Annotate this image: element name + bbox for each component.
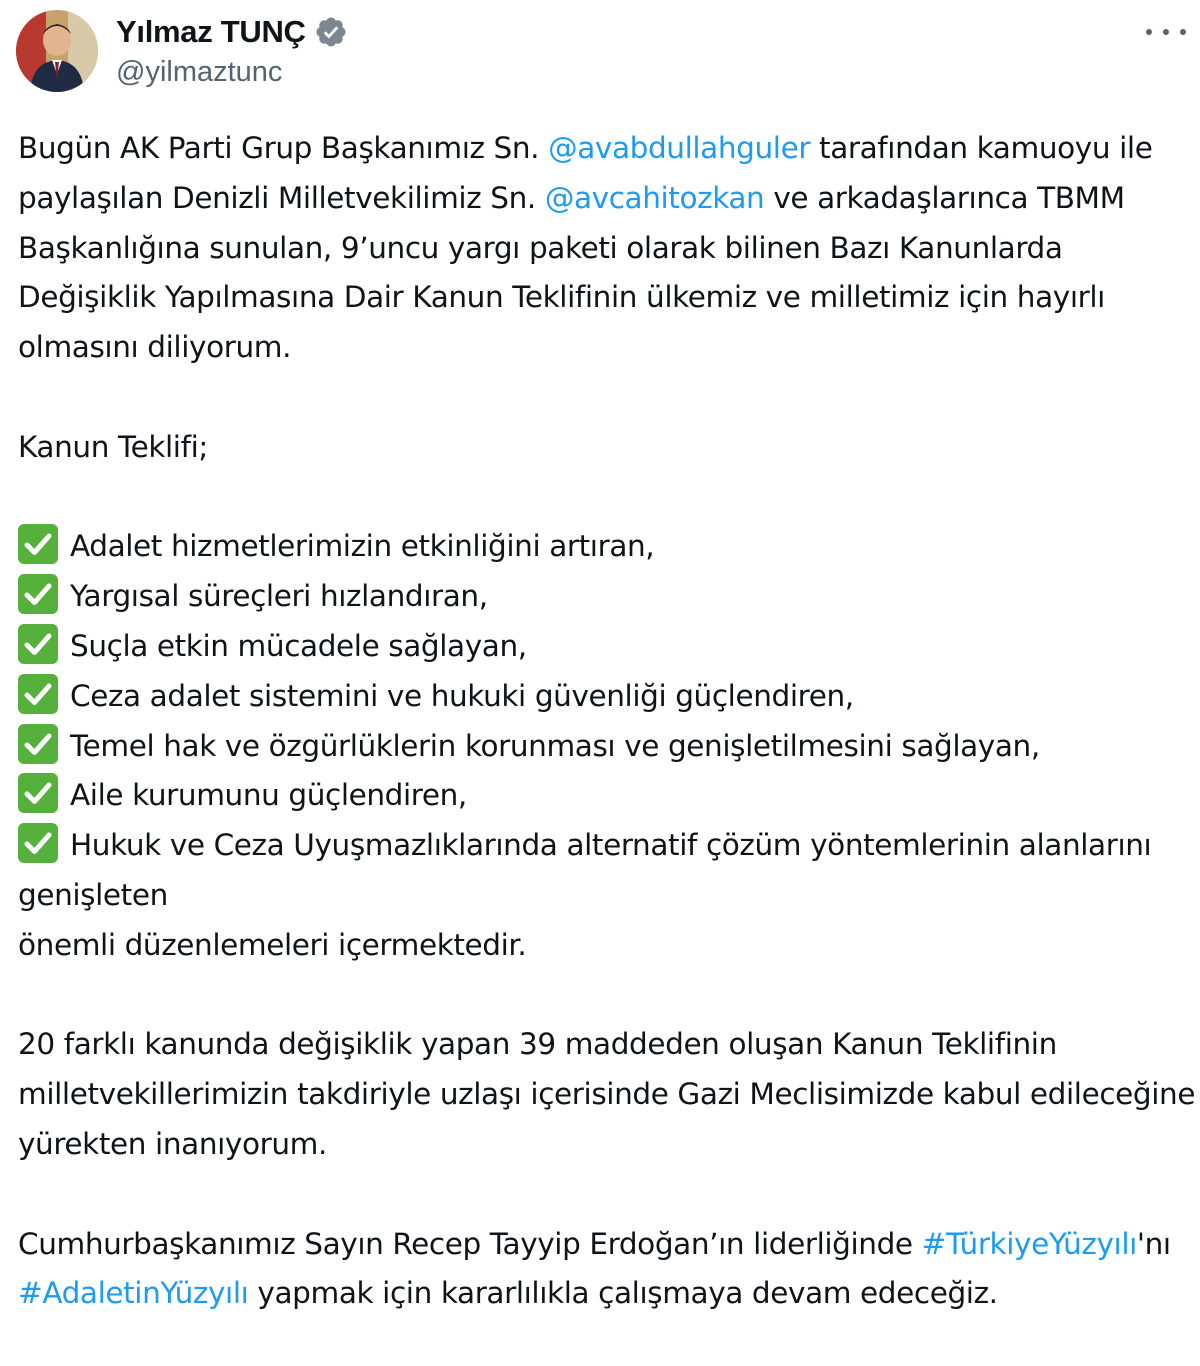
check-mark-button-icon bbox=[18, 524, 58, 564]
tweet-paragraph-1 bbox=[18, 124, 1198, 373]
text-segment: ve arkadaşlarınca TBMM Başkanlığına sunulan, 9’uncu yargı paketi olarak bilinen Bazı Kanunlarda Değişiklik Yapılmasına Dair Kanun Teklifinin ülkemiz ve milletimiz için hayırlı olmasını diliyorum. bbox=[18, 180, 1125, 365]
check-mark-button-icon bbox=[18, 624, 58, 664]
check-mark-button-icon bbox=[18, 724, 58, 764]
checklist-item bbox=[18, 622, 1198, 672]
author-names bbox=[116, 14, 348, 89]
verified-badge-icon[interactable] bbox=[314, 15, 348, 49]
text-segment: tarafından kamuoyu ile paylaşılan Denizli Milletvekilimiz Sn. bbox=[18, 131, 1153, 215]
tweet-text bbox=[18, 124, 1198, 1319]
checklist-item-text: Suçla etkin mücadele sağlayan, bbox=[70, 628, 527, 663]
profile-avatar[interactable] bbox=[16, 10, 98, 92]
text-segment: Cumhurbaşkanımız Sayın Recep Tayyip Erdoğan’ın liderliğinde bbox=[18, 1226, 922, 1261]
hashtag-link[interactable]: #AdaletinYüzyılı bbox=[18, 1276, 249, 1311]
tweet-paragraph-5 bbox=[18, 1220, 1198, 1320]
tweet-header bbox=[16, 10, 1186, 94]
tweet-paragraph-3: önemli düzenlemeleri içermektedir. bbox=[18, 927, 527, 962]
mention-link[interactable]: @avcahitozkan bbox=[544, 180, 765, 215]
more-options-icon[interactable] bbox=[1146, 20, 1186, 44]
text-segment: yapmak için kararlılıkla çalışmaya devam edeceğiz. bbox=[248, 1276, 998, 1311]
check-mark-button-icon bbox=[18, 823, 58, 863]
checklist-item bbox=[18, 771, 1198, 821]
text-segment: 'nı bbox=[1136, 1226, 1171, 1261]
check-mark-button-icon bbox=[18, 773, 58, 813]
checklist bbox=[18, 522, 1198, 920]
text-segment: Bugün AK Parti Grup Başkanımız Sn. bbox=[18, 131, 549, 165]
checklist-item-text: Temel hak ve özgürlüklerin korunması ve genişletilmesini sağlayan, bbox=[70, 728, 1040, 763]
display-name[interactable]: Yılmaz TUNÇ bbox=[116, 14, 306, 49]
checklist-item bbox=[18, 821, 1198, 921]
checklist-item bbox=[18, 522, 1198, 572]
checklist-item-text: Yargısal süreçleri hızlandıran, bbox=[70, 579, 488, 614]
tweet-paragraph-2: Kanun Teklifi; bbox=[18, 429, 208, 464]
author-handle[interactable]: @yilmaztunc bbox=[116, 56, 283, 88]
tweet-paragraph-4: 20 farklı kanunda değişiklik yapan 39 maddeden oluşan Kanun Teklifinin milletvekillerimizin takdiriyle uzlaşı içerisinde Gazi Meclisimizde kabul edileceğine yürekten inanıyorum. bbox=[18, 1027, 1196, 1161]
checklist-item-text: Aile kurumunu güçlendiren, bbox=[70, 778, 467, 813]
checklist-item bbox=[18, 672, 1198, 722]
display-name-row bbox=[116, 14, 348, 50]
checklist-item-text: Ceza adalet sistemini ve hukuki güvenliği güçlendiren, bbox=[70, 678, 854, 713]
mention-link[interactable]: @avabdullahguler bbox=[548, 131, 811, 165]
hashtag-link[interactable]: #TürkiyeYüzyılı bbox=[921, 1226, 1137, 1261]
checklist-item-text: Adalet hizmetlerimizin etkinliğini artıran, bbox=[70, 529, 655, 564]
check-mark-button-icon bbox=[18, 674, 58, 714]
check-mark-button-icon bbox=[18, 574, 58, 614]
checklist-item-text: Hukuk ve Ceza Uyuşmazlıklarında alternatif çözüm yöntemlerinin alanlarını genişleten bbox=[18, 828, 1152, 912]
checklist-item bbox=[18, 722, 1198, 772]
checklist-item bbox=[18, 572, 1198, 622]
